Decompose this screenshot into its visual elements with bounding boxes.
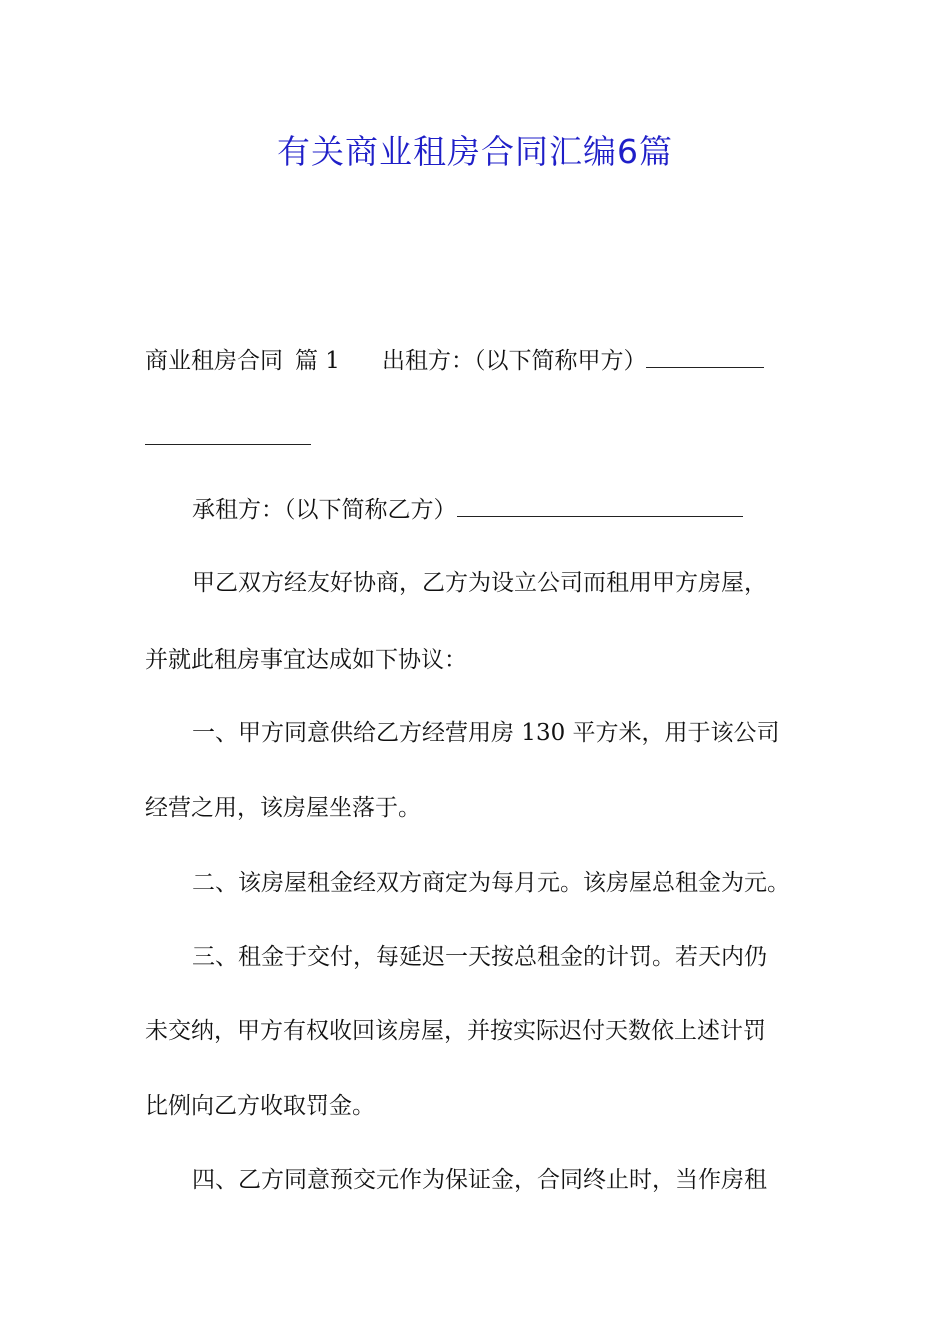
- paragraph-line: 经营之用，该房屋坐落于。: [145, 795, 421, 821]
- paragraph-line: 一、甲方同意供给乙方经营用房 130 平方米，用于该公司: [192, 720, 780, 746]
- lessee-label: 承租方：（以下简称乙方）: [192, 497, 457, 523]
- piece-label: 篇 1: [295, 348, 340, 374]
- lessor-label: 出租方：（以下简称甲方）: [381, 348, 647, 374]
- paragraph-line: 三、租金于交付，每延迟一天按总租金的计罚。若天内仍: [192, 944, 767, 970]
- paragraph-line: 未交纳，甲方有权收回该房屋，并按实际迟付天数依上述计罚: [145, 1018, 766, 1044]
- section-label: 商业租房合同: [145, 348, 283, 374]
- lessee-line: [192, 492, 812, 527]
- contract-heading-line: [145, 343, 810, 378]
- lessor-name-blank-continued: [145, 420, 810, 455]
- document-title: 有关商业租房合同汇编6篇: [277, 132, 673, 171]
- lessee-name-blank: [457, 492, 743, 517]
- paragraph-line: 二、该房屋租金经双方商定为每月元。该房屋总租金为元。: [192, 870, 790, 896]
- paragraph-line: 并就此租房事宜达成如下协议：: [145, 647, 467, 673]
- paragraph-line: 四、乙方同意预交元作为保证金，合同终止时，当作房租: [192, 1167, 767, 1193]
- blank-line: [145, 420, 311, 445]
- lessor-name-blank: [646, 343, 764, 368]
- paragraph-line: 比例向乙方收取罚金。: [145, 1093, 375, 1119]
- paragraph-line: 甲乙双方经友好协商，乙方为设立公司而租用甲方房屋，: [192, 570, 767, 596]
